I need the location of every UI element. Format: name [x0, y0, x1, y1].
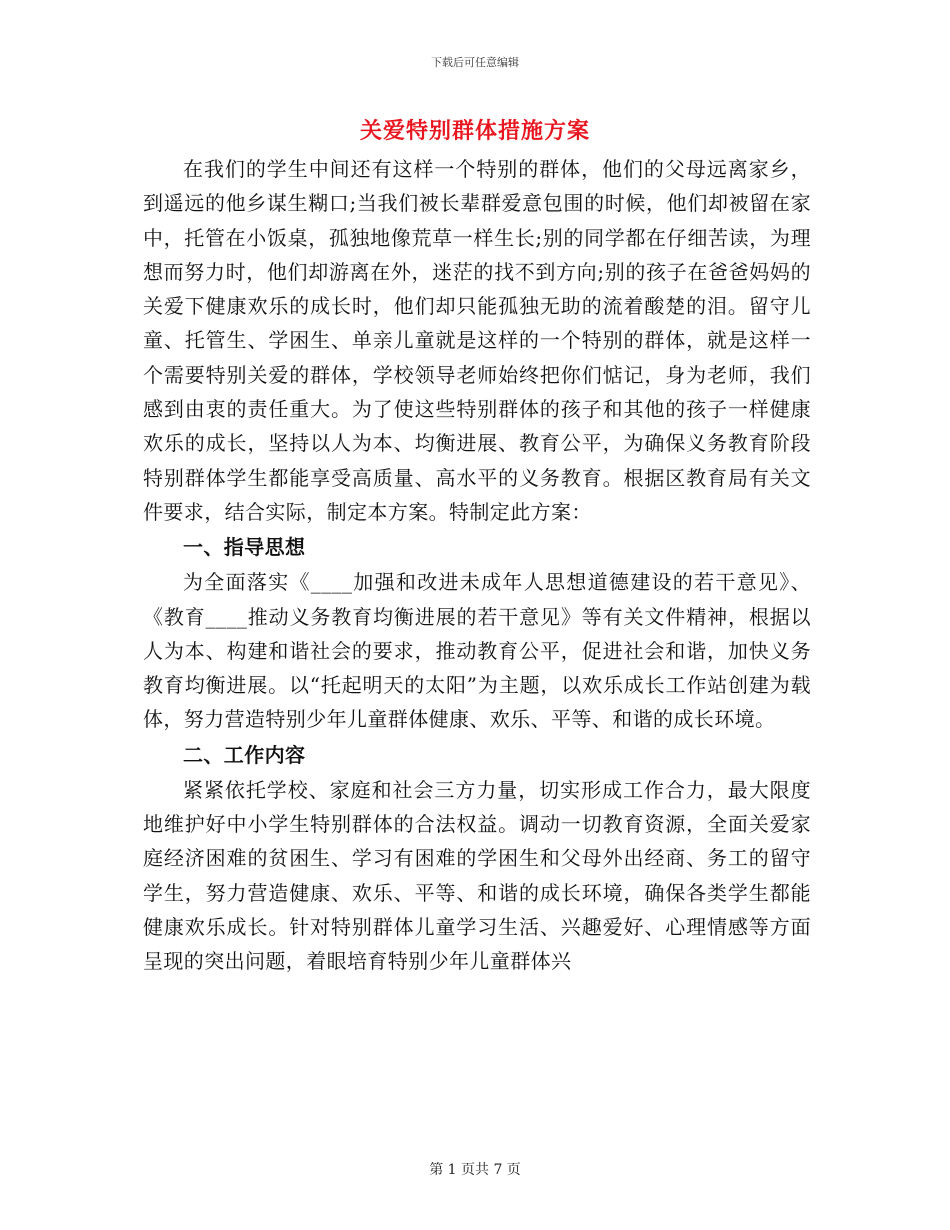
section-heading-work-content: 二、工作内容 — [183, 742, 306, 767]
page-header: 下载后可任意编辑 — [431, 56, 519, 69]
section-paragraph-guiding-ideology: 为全面落实《____加强和改进未成年人思想道德建设的若干意见》、《教育____推动义务教育均衡进展的若干意见》等有关文件精神，根据以人为本、构建和谐社会的要求，推动教育公平，促进社会和谐，加快义务教育均衡进展。以“托起明天的太阳”为主题，以欢乐成长工作站创建为载体，努力营造特别少年儿童群体健康、欢乐、平等、和谐的成长环境。 — [143, 570, 811, 732]
section-paragraph-work-content: 紧紧依托学校、家庭和社会三方力量，切实形成工作合力，最大限度地维护好中小学生特别群体的合法权益。调动一切教育资源，全面关爱家庭经济困难的贫困生、学习有困难的学困生和父母外出经商、务工的留守学生，努力营造健康、欢乐、平等、和谐的成长环境，确保各类学生都能健康欢乐成长。针对特别群体儿童学习生活、兴趣爱好、心理情感等方面呈现的突出问题，着眼培育特别少年儿童群体兴 — [143, 777, 811, 974]
section-heading-guiding-ideology: 一、指导思想 — [183, 535, 306, 560]
document-body — [143, 152, 811, 979]
page-footer: 第 1 页共 7 页 — [429, 1162, 521, 1178]
document-title: 关爱特别群体措施方案 — [359, 118, 590, 144]
intro-paragraph: 在我们的学生中间还有这样一个特别的群体，他们的父母远离家乡，到遥远的他乡谋生糊口;当我们被长辈群爱意包围的时候，他们却被留在家中，托管在小饭桌，孤独地像荒草一样生长;别的同学都在仔细苦读，为理想而努力时，他们却游离在外，迷茫的找不到方向;别的孩子在爸爸妈妈的关爱下健康欢乐的成长时，他们却只能孤独无助的流着酸楚的泪。留守儿童、托管生、学困生、单亲儿童就是这样的一个特别的群体，就是这样一个需要特别关爱的群体，学校领导老师始终把你们惦记，身为老师，我们感到由衷的责任重大。为了使这些特别群体的孩子和其他的孩子一样健康欢乐的成长，坚持以人为本、均衡进展、教育公平，为确保义务教育阶段特别群体学生都能享受高质量、高水平的义务教育。根据区教育局有关文件要求，结合实际，制定本方案。特制定此方案： — [143, 157, 811, 524]
